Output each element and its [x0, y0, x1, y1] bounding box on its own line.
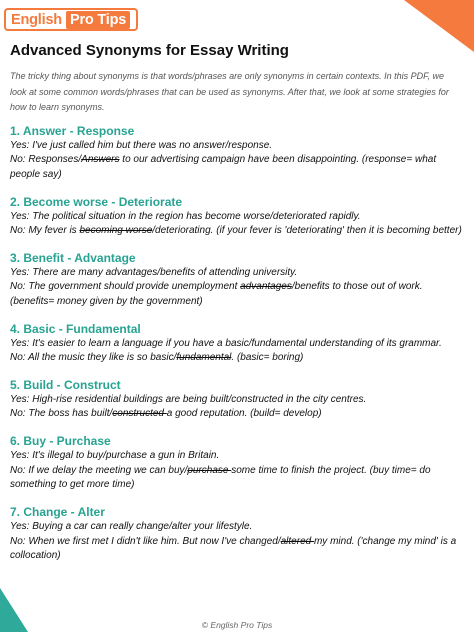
struck-word: altered	[280, 535, 314, 547]
no-example	[10, 280, 468, 309]
logo-word-english: English	[11, 11, 62, 28]
synonym-section	[10, 195, 468, 239]
logo	[4, 8, 138, 31]
struck-word: advantages	[240, 281, 292, 293]
struck-word: constructed	[112, 408, 167, 420]
synonym-section	[10, 434, 468, 492]
section-heading: 1. Answer - Response	[10, 124, 135, 138]
section-heading: 2. Become worse - Deteriorate	[10, 194, 183, 209]
no-example-text: /deteriorating. (if your fever is 'deteriorating' then it is becoming better)	[152, 225, 462, 237]
no-example-text: No: All the music they like is so basic/	[10, 352, 177, 364]
yes-example: Yes: There are many advantages/benefits of attending university.	[10, 267, 298, 279]
no-example-text: No: The government should provide unemployment	[10, 281, 241, 293]
page-title: Advanced Synonyms for Essay Writing	[10, 42, 289, 59]
section-heading: 5. Build - Construct	[10, 378, 121, 393]
corner-decoration-top-right	[404, 0, 474, 52]
no-example	[10, 153, 468, 182]
section-heading: 7. Change - Alter	[10, 505, 105, 520]
no-example-text: /benefits to those out of work. (benefits= money given by the government)	[10, 281, 423, 307]
synonym-section	[10, 505, 468, 563]
synonym-section	[10, 322, 468, 366]
section-heading: 6. Buy - Purchase	[10, 434, 111, 449]
yes-example: Yes: High-rise residential buildings are being built/constructed in the city centres.	[10, 394, 367, 406]
yes-example: Yes: I've just called him but there was no answer/response.	[10, 140, 273, 151]
synonym-section	[10, 124, 468, 182]
no-example-text: No: My fever is	[10, 225, 80, 237]
no-example	[10, 351, 468, 365]
struck-word: becoming worse	[79, 225, 153, 237]
no-example-text: No: The boss has built/	[10, 408, 113, 420]
no-example	[10, 224, 468, 238]
yes-example: Yes: It's easier to learn a language if you have a basic/fundamental understanding of its grammar.	[10, 337, 442, 349]
yes-example: Yes: Buying a car can really change/alter your lifestyle.	[10, 521, 253, 533]
no-example-text: my mind. ('change my mind' is a collocation)	[10, 535, 457, 561]
intro-paragraph: The tricky thing about synonyms is that words/phrases are only synonyms in certain contexts. In this PDF, we look at some common words/phrases that can be used as synonyms. After that, we look at some strategies for how to learn synonyms.	[10, 71, 449, 112]
yes-example: Yes: It's illegal to buy/purchase a gun in Britain.	[10, 450, 220, 462]
struck-word: Answers	[81, 154, 120, 166]
no-example-text: . (basic= boring)	[231, 352, 304, 364]
synonym-section	[10, 378, 468, 422]
no-example-text: No: When we first met I didn't like him. But now I've changed/	[10, 535, 281, 547]
no-example	[10, 464, 468, 493]
yes-example: Yes: The political situation in the region has become worse/deteriorated rapidly.	[10, 210, 361, 222]
no-example-text: some time to finish the project. (buy time= do something to get more time)	[10, 464, 431, 491]
no-example-text: No: If we delay the meeting we can buy/	[10, 464, 188, 476]
section-heading: 3. Benefit - Advantage	[10, 251, 136, 266]
struck-word: fundamental	[176, 352, 232, 364]
no-example	[10, 535, 468, 564]
no-example	[10, 407, 468, 421]
struck-word: purchase	[187, 464, 232, 476]
footer-copyright: © English Pro Tips	[201, 620, 273, 630]
synonym-section	[10, 251, 468, 309]
logo-word-pro-tips: Pro Tips	[66, 11, 130, 29]
synonym-sections	[10, 124, 468, 576]
section-heading: 4. Basic - Fundamental	[10, 321, 141, 336]
no-example-text: to our advertising campaign have been disappointing. (response= what people say)	[10, 154, 437, 180]
no-example-text: a good reputation. (build= develop)	[166, 408, 322, 420]
no-example-text: No: Responses/	[10, 154, 82, 166]
